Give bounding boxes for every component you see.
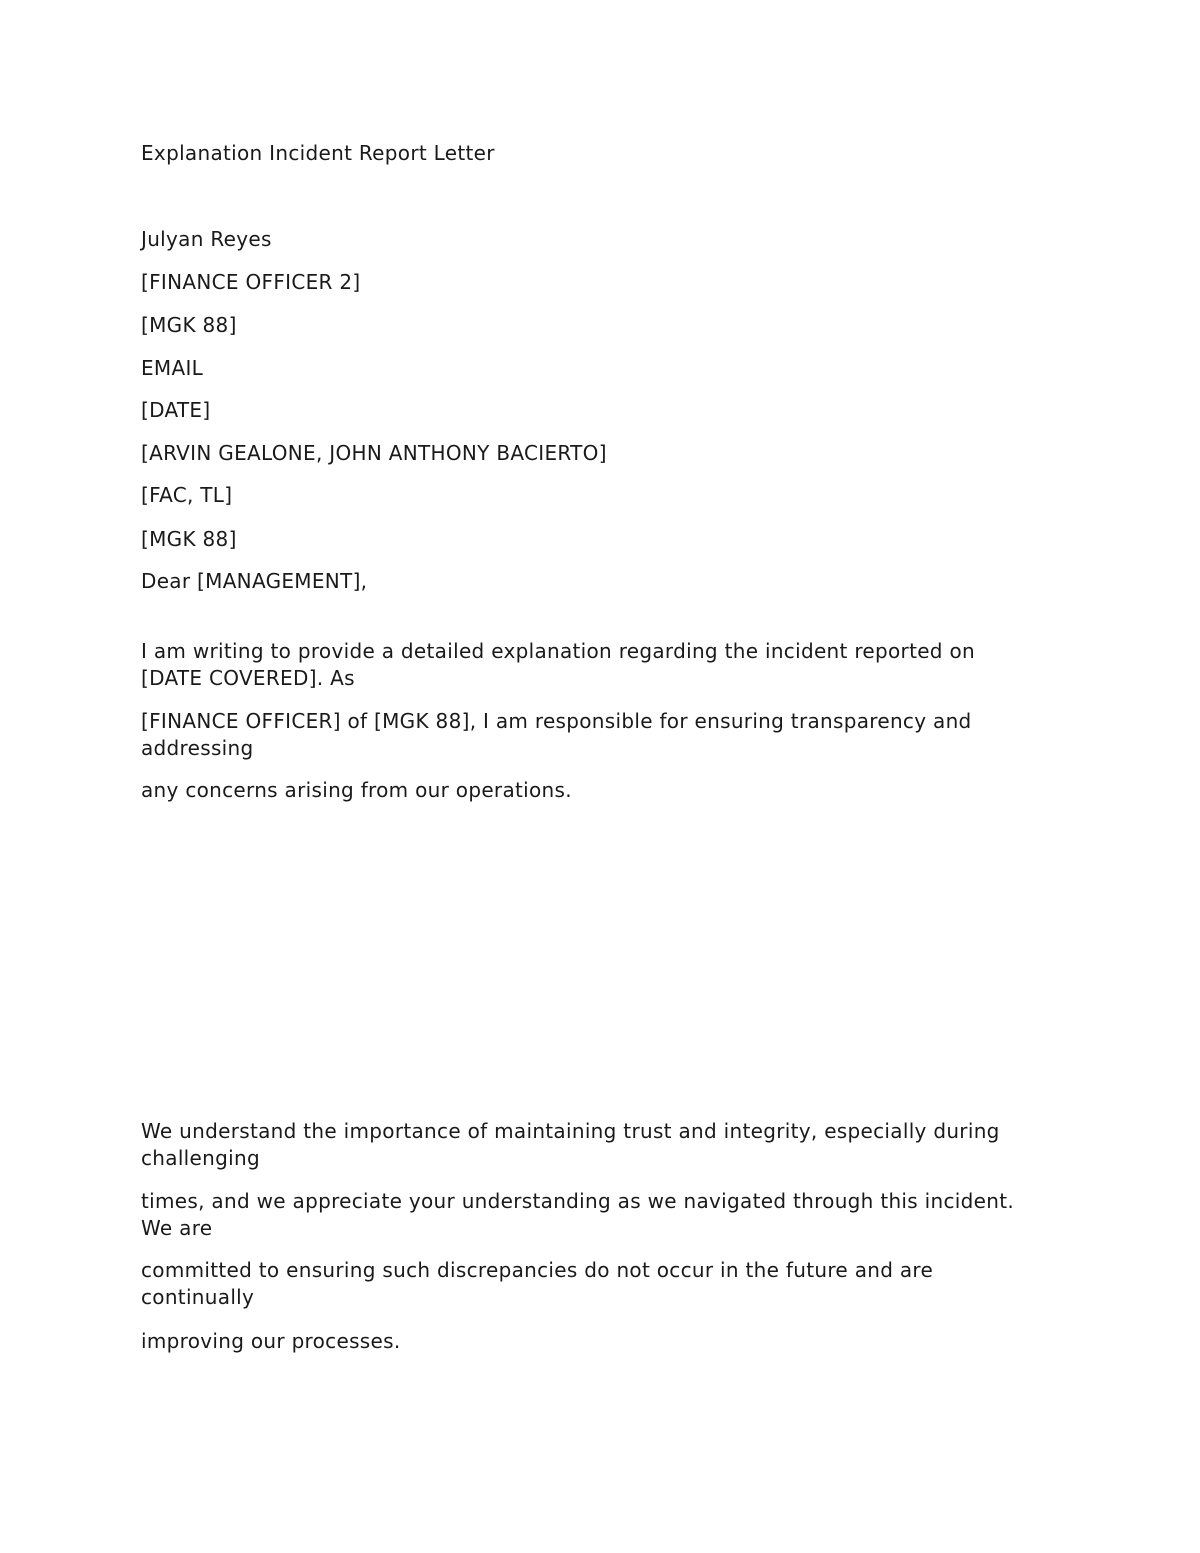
recipient-names: [ARVIN GEALONE, JOHN ANTHONY BACIERTO] (141, 441, 607, 465)
closing-paragraph-line-1 (141, 1118, 1071, 1172)
closing-paragraph-line-2 (141, 1188, 1071, 1242)
closing-text: We understand the importance of maintaining trust and integrity, especially during (141, 1119, 1000, 1143)
intro-text: addressing (141, 736, 254, 760)
closing-text: We are (141, 1216, 213, 1240)
closing-paragraph-line-4 (141, 1328, 1071, 1355)
intro-text: [DATE COVERED]. As (141, 666, 355, 690)
intro-text: any concerns arising from our operations. (141, 778, 572, 802)
intro-paragraph-line-1 (141, 638, 1071, 692)
closing-text: challenging (141, 1146, 260, 1170)
recipient-company: [MGK 88] (141, 527, 237, 551)
intro-paragraph-line-2 (141, 708, 1071, 762)
intro-paragraph-line-3 (141, 777, 1071, 804)
sender-company: [MGK 88] (141, 313, 237, 337)
intro-text: I am writing to provide a detailed explanation regarding the incident reported on (141, 639, 975, 663)
letter-date: [DATE] (141, 398, 211, 422)
salutation: Dear [MANAGEMENT], (141, 569, 368, 593)
sender-email: EMAIL (141, 356, 204, 380)
sender-position: [FINANCE OFFICER 2] (141, 270, 361, 294)
recipient-positions: [FAC, TL] (141, 483, 233, 507)
closing-text: improving our processes. (141, 1329, 401, 1353)
closing-text: continually (141, 1285, 255, 1309)
sender-name: Julyan Reyes (141, 227, 272, 251)
document-title: Explanation Incident Report Letter (141, 141, 495, 165)
closing-paragraph-line-3 (141, 1257, 1071, 1311)
closing-text: committed to ensuring such discrepancies do not occur in the future and are (141, 1258, 934, 1282)
closing-text: times, and we appreciate your understanding as we navigated through this incident. (141, 1189, 1015, 1213)
intro-text: [FINANCE OFFICER] of [MGK 88], I am responsible for ensuring transparency and (141, 709, 972, 733)
